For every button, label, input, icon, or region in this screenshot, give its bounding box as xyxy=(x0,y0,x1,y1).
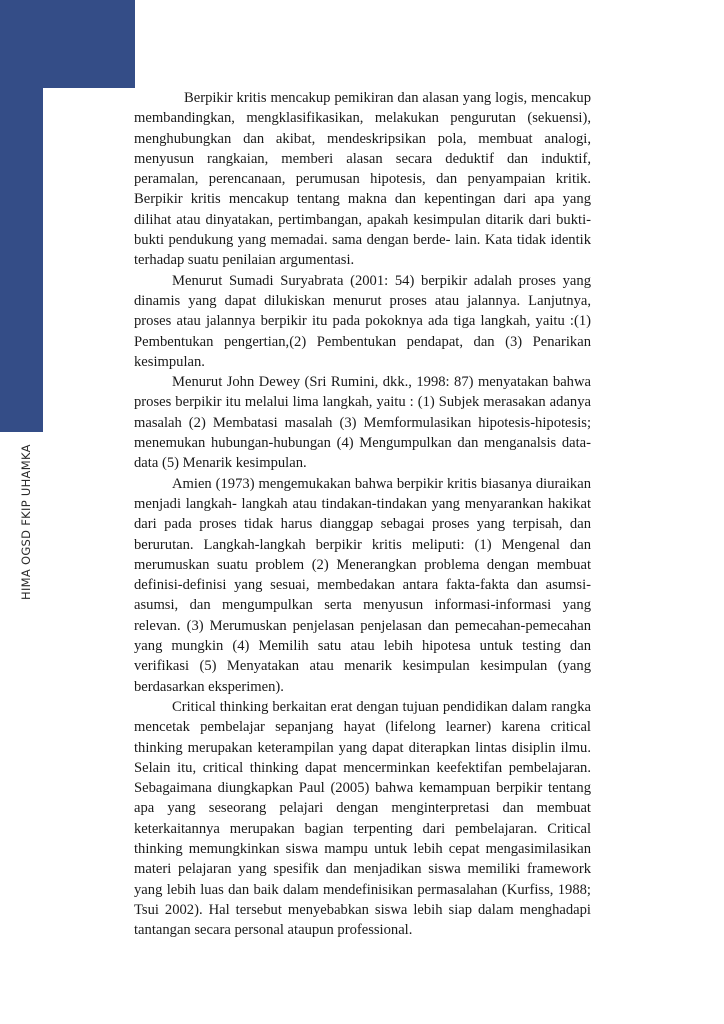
paragraph-sumadi-suryabrata: Menurut Sumadi Suryabrata (2001: 54) berpikir adalah proses yang dinamis yang dapat dilukiskan menurut proses atau jalannya. Lanjutnya, proses atau jalannya berpikir itu pada pokoknya ada tiga langkah, yaitu :(1) Pembentukan pengertian,(2) Pembentukan pendapat, dan (3) Penarikan kesimpulan. xyxy=(134,272,591,370)
sidebar-color-bar xyxy=(0,88,43,432)
document-body xyxy=(134,88,591,940)
paragraph-amien: Amien (1973) mengemukakan bahwa berpikir kritis biasanya diuraikan menjadi langkah- langkah atau tindakan-tindakan yang menyarankan hakikat dari pada proses tidak harus dianggap sebagai proses yang terpisah, dan berurutan. Langkah-langkah berpikir kritis meliputi: (1) Mengenal dan merumuskan suatu problem (2) Menerangkan problema dengan membuat definisi-definisi yang sesuai, membedakan antara fakta-fakta dan asumsi-asumsi, dan mengumpulkan serta menyusun informasi-informasi yang relevan. (3) Merumuskan penjelasan penjelasan dan pemecahan-pemecahan yang mungkin (4) Memilih satu atau lebih hipotesa untuk testing dan verifikasi (5) Menyatakan atau menarik kesimpulan kesimpulan (yang berdasarkan eksperimen). xyxy=(134,475,591,695)
sidebar-vertical-label: HIMA OGSD FKIP UHAMKA xyxy=(19,444,33,600)
paragraph-critical-thinking: Critical thinking berkaitan erat dengan tujuan pendidikan dalam rangka mencetak pembelajar sepanjang hayat (lifelong learner) karena critical thinking merupakan keterampilan yang dapat diterapkan lintas disiplin ilmu. Selain itu, critical thinking dapat mencerminkan keefektifan pembelajaran. Sebagaimana diungkapkan Paul (2005) bahwa kemampuan berpikir tentang apa yang seseorang pelajari dengan menginterpretasi dan membuat keterkaitannya merupakan bagian terpenting dari pembelajaran. Critical thinking memungkinkan siswa mampu untuk lebih cepat mengasimilasikan materi pelajaran yang spesifik dan menjadikan siswa memiliki framework yang lebih luas dan baik dalam mendefinisikan permasalahan (Kurfiss, 1988; Tsui 2002). Hal tersebut menyebabkan siswa lebih siap dalam menghadapi tantangan secara personal ataupun professional. xyxy=(134,698,591,939)
header-color-block xyxy=(0,0,135,88)
paragraph-berpikir-kritis: Berpikir kritis mencakup pemikiran dan alasan yang logis, mencakup membandingkan, mengklasifikasikan, melakukan pengurutan (sekuensi), menghubungkan dan akibat, mendeskripsikan pola, membuat analogi, menyusun rangkaian, memberi alasan secara deduktif dan induktif, peramalan, perencanaan, perumusan hipotesis, dan penyampaian kritik. Berpikir kritis mencakup tentang makna dan kepentingan dari apa yang dilihat atau dinyatakan, pertimbangan, apakah kesimpulan ditarik dari bukti-bukti pendukung yang memadai. sama dengan berde- lain. Kata tidak identik terhadap suatu penilaian argumentasi. xyxy=(134,90,591,269)
paragraph-john-dewey: Menurut John Dewey (Sri Rumini, dkk., 1998: 87) menyatakan bahwa proses berpikir itu melalui lima langkah, yaitu : (1) Subjek merasakan adanya masalah (2) Membatasi masalah (3) Memformulasikan hipotesis-hipotesis; menemukan hubungan-hubungan (4) Mengumpulkan dan menganalsis data-data (5) Menarik kesimpulan. xyxy=(134,374,591,472)
